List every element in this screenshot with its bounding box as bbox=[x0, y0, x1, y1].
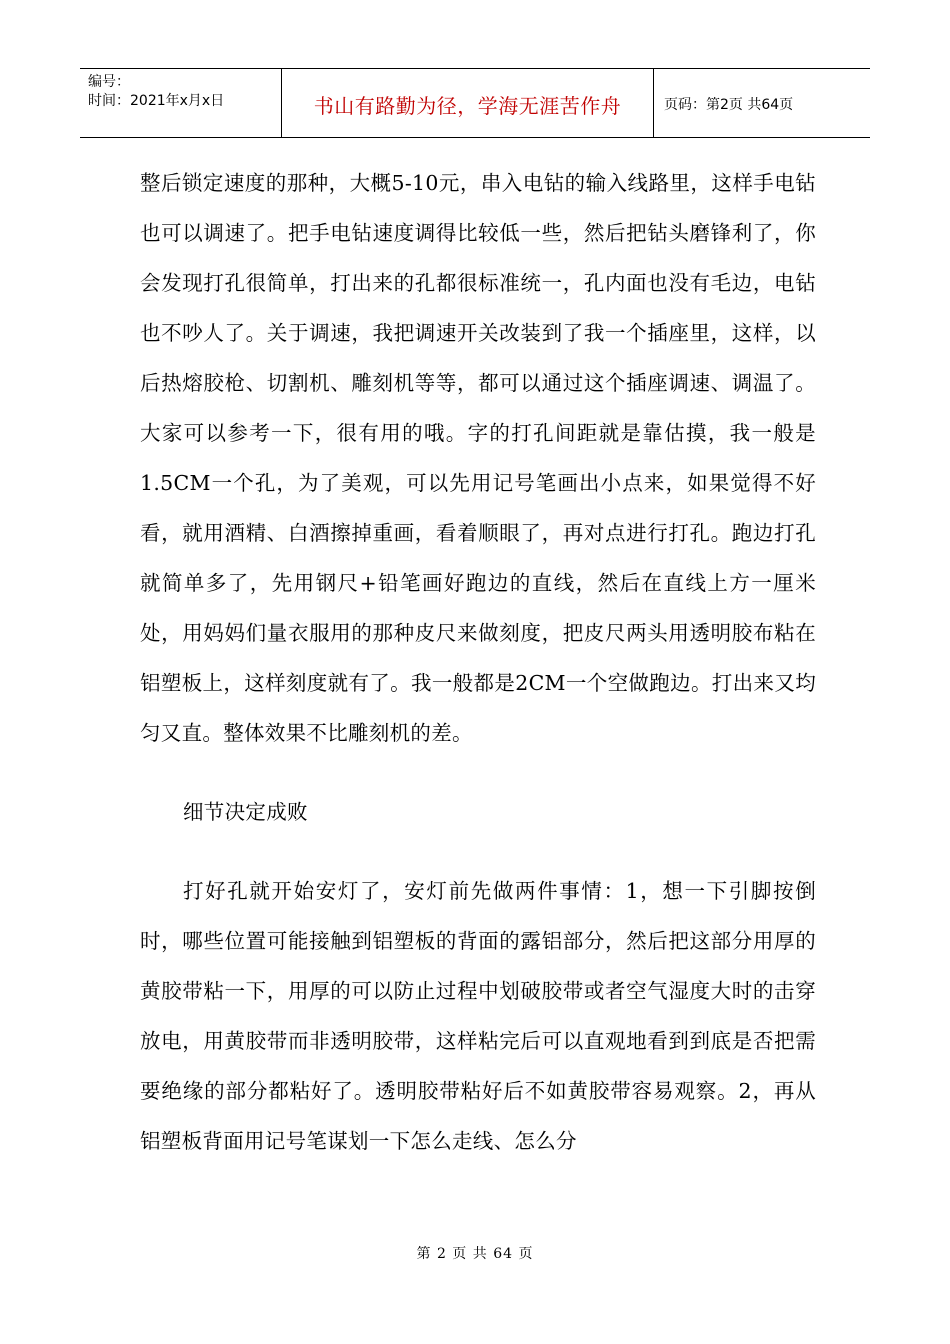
number-label: 编号： bbox=[88, 74, 130, 90]
page-footer: 第 2 页 共 64 页 bbox=[416, 1246, 534, 1262]
header-meta bbox=[80, 69, 282, 137]
paragraph: 打好孔就开始安灯了，安灯前先做两件事情：1，想一下引脚按倒时，哪些位置可能接触到铝塑板的背面的露铝部分，然后把这部分用厚的黄胶带粘一下，用厚的可以防止过程中划破胶带或者空气湿度大时的击穿放电，用黄胶带而非透明胶带，这样粘完后可以直观地看到到底是否把需要绝缘的部分都粘好了。透明胶带粘好后不如黄胶带容易观察。2，再从铝塑板背面用记号笔谋划一下怎么走线、怎么分 bbox=[140, 879, 816, 1153]
header-page-info: 页码：第2页 共64页 bbox=[664, 97, 794, 113]
paragraph: 整后锁定速度的那种，大概5-10元，串入电钻的输入线路里，这样手电钻也可以调速了。把手电钻速度调得比较低一些，然后把钻头磨锋利了，你会发现打孔很简单，打出来的孔都很标准统一，孔内面也没有毛边，电钻也不吵人了。关于调速，我把调速开关改装到了我一个插座里，这样，以后热熔胶枪、切割机、雕刻机等等，都可以通过这个插座调速、调温了。大家可以参考一下，很有用的哦。字的打孔间距就是靠估摸，我一般是1.5CM一个孔，为了美观，可以先用记号笔画出小点来，如果觉得不好看，就用酒精、白酒擦掉重画，看着顺眼了，再对点进行打孔。跑边打孔就简单多了，先用钢尺+铅笔画好跑边的直线，然后在直线上方一厘米处，用妈妈们量衣服用的那种皮尺来做刻度，把皮尺两头用透明胶布粘在铝塑板上，这样刻度就有了。我一般都是2CM一个空做跑边。打出来又均匀又直。整体效果不比雕刻机的差。 bbox=[140, 171, 816, 745]
section-title: 细节决定成败 bbox=[183, 800, 308, 824]
document-header bbox=[80, 68, 870, 138]
date-label: 时间：2021年x月x日 bbox=[88, 93, 225, 109]
header-motto: 书山有路勤为径，学海无涯苦作舟 bbox=[282, 69, 654, 137]
document-body bbox=[140, 158, 816, 1166]
